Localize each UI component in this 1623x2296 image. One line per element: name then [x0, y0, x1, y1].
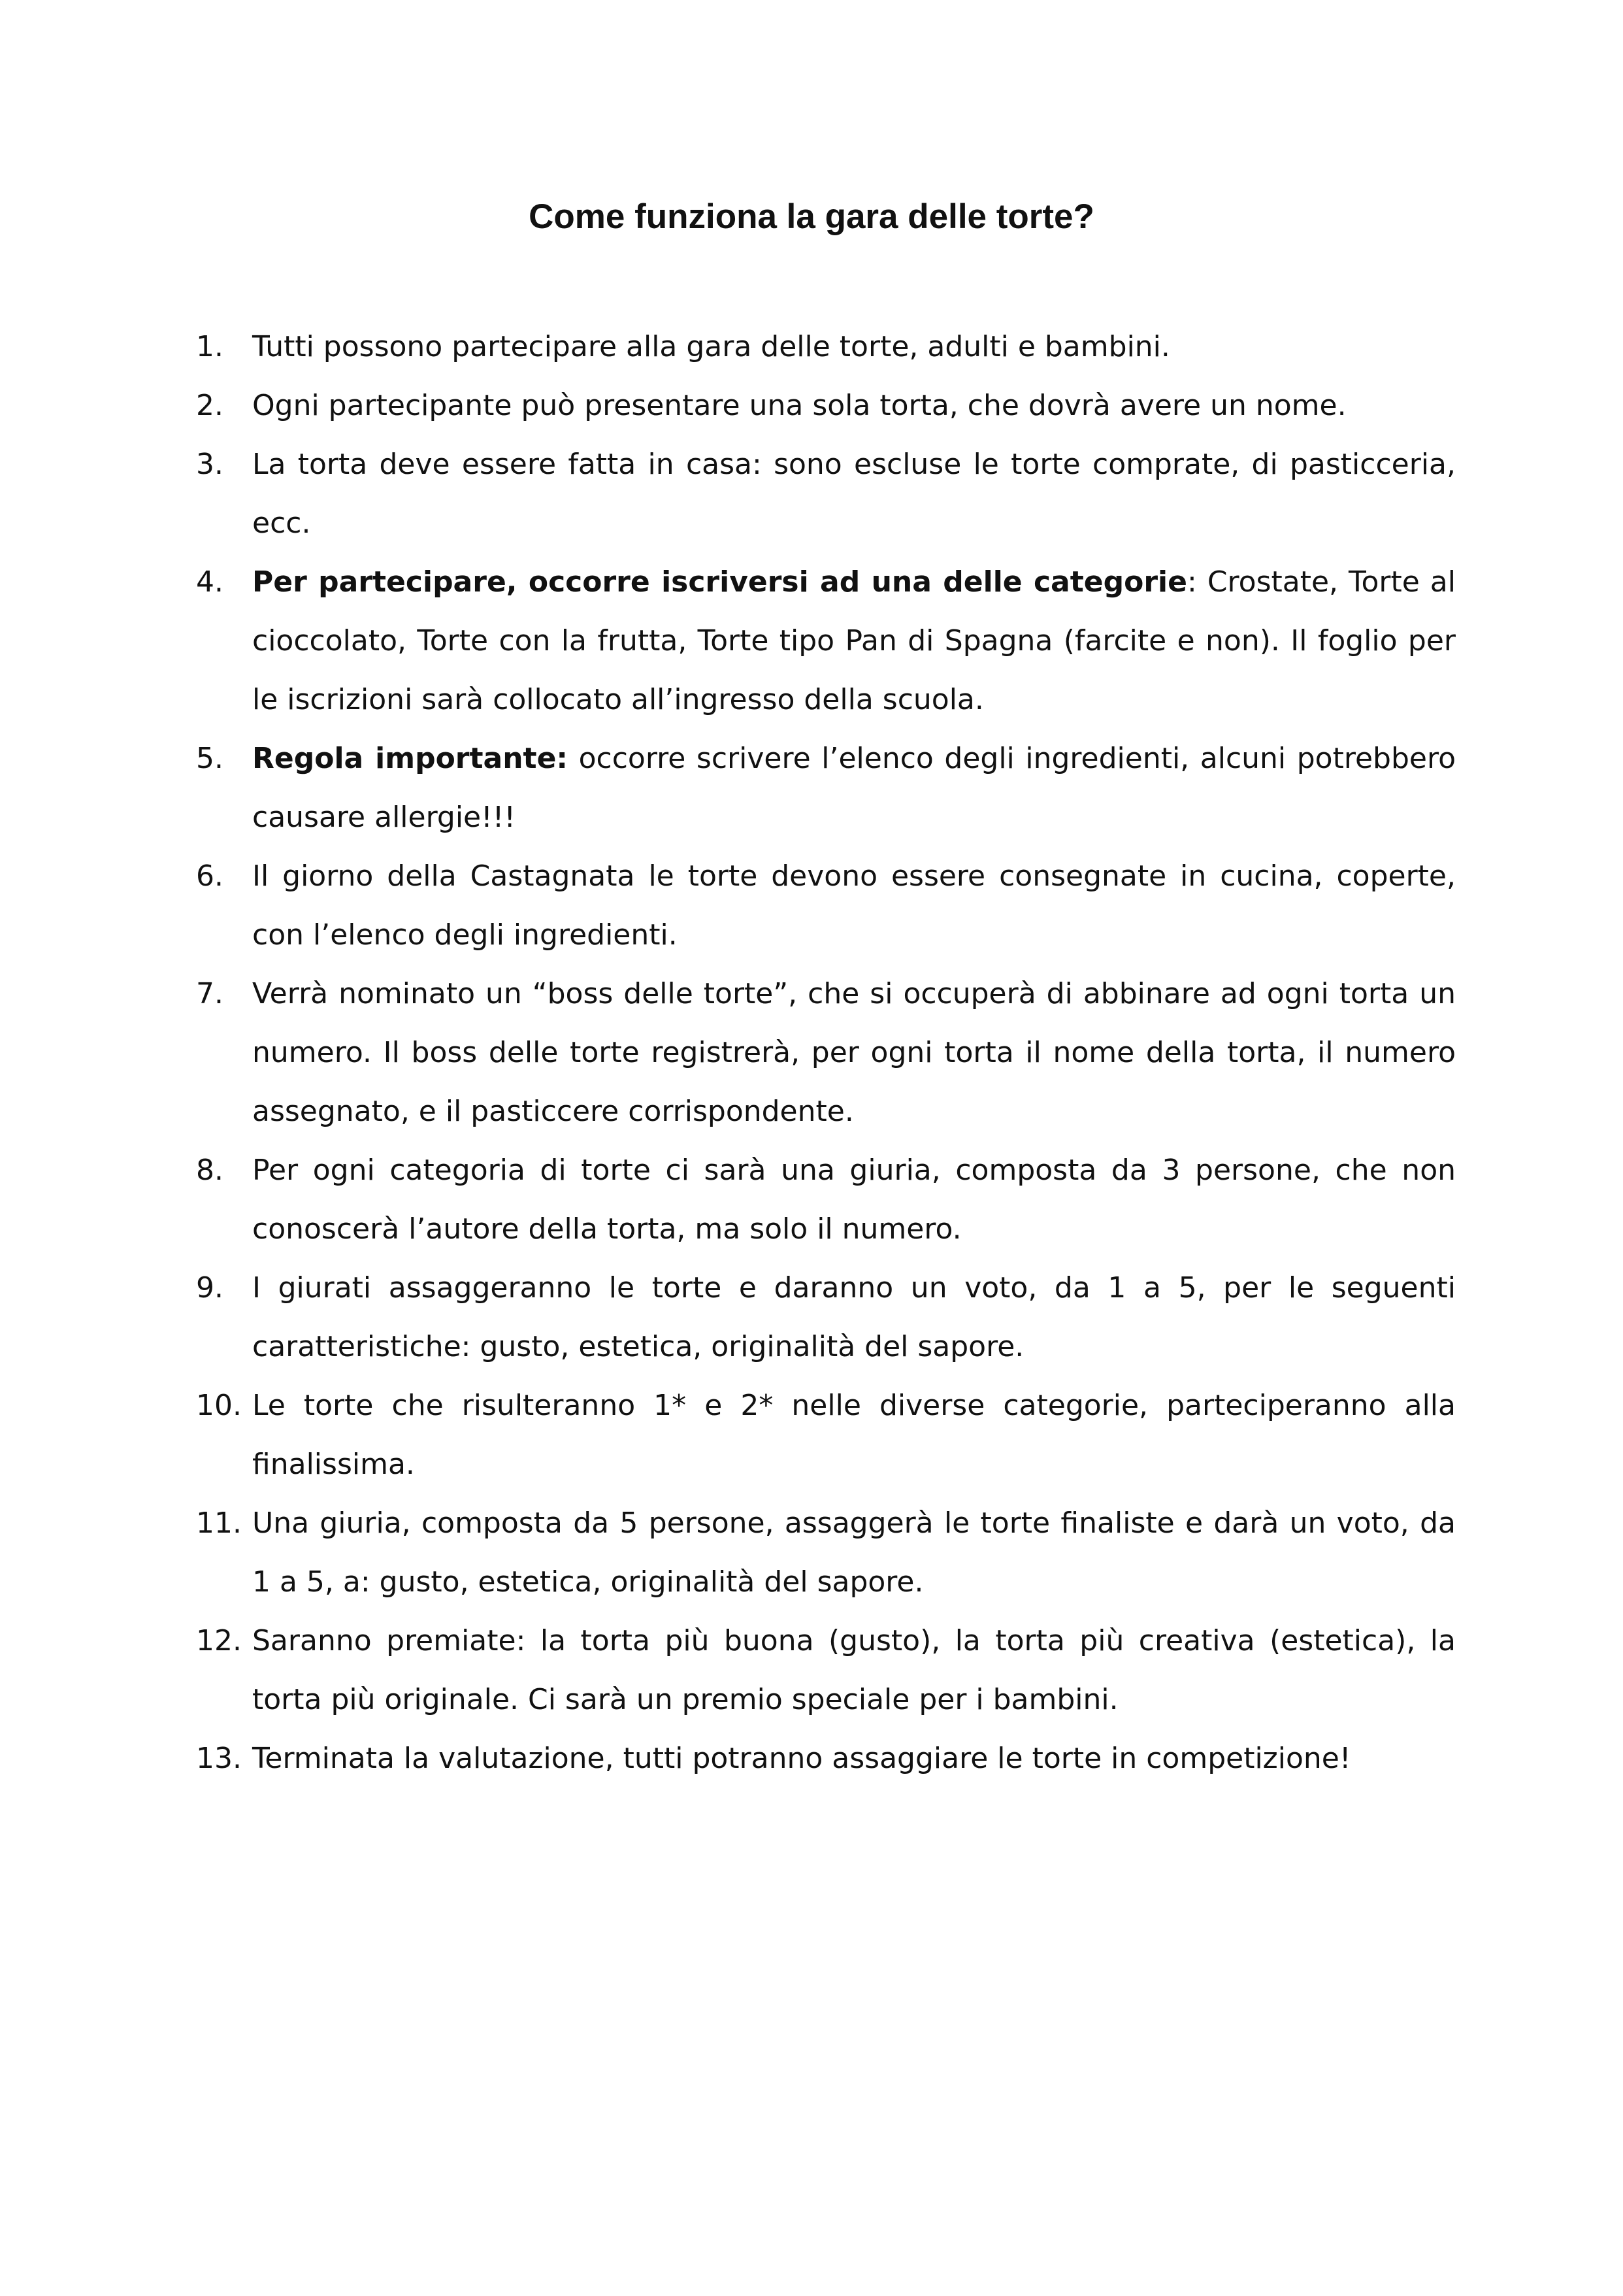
rule-text: Terminata la valutazione, tutti potranno assaggiare le torte in competizione! [252, 1742, 1351, 1775]
rule-text: Tutti possono partecipare alla gara delle torte, adulti e bambini. [252, 330, 1170, 363]
rule-item-12 [196, 1612, 1456, 1729]
document-title: Come funziona la gara delle torte? [529, 197, 1094, 236]
rule-text: Per ogni categoria di torte ci sarà una giuria, composta da 3 persone, che non conoscerà l’autore della torta, ma solo il numero. [252, 1154, 1456, 1246]
rule-text: Ogni partecipante può presentare una sola torta, che dovrà avere un nome. [252, 389, 1347, 422]
rule-item-2 [196, 376, 1456, 435]
rule-number: 7. [196, 977, 223, 1010]
rule-item-8 [196, 1141, 1456, 1259]
rule-number: 8. [196, 1154, 223, 1187]
rule-number: 13. [196, 1742, 242, 1775]
rule-number: 3. [196, 448, 223, 481]
rule-text: Verrà nominato un “boss delle torte”, che si occuperà di abbinare ad ogni torta un numero. Il boss delle torte registrerà, per ogni torta il nome della torta, il numero assegnato, e il pasticcere corrispondente. [252, 977, 1456, 1128]
rule-bold-text: Regola importante: [252, 742, 568, 775]
rule-number: 9. [196, 1271, 223, 1305]
rule-number: 11. [196, 1506, 242, 1540]
rule-text: Il giorno della Castagnata le torte devono essere consegnate in cucina, coperte, con l’elenco degli ingredienti. [252, 859, 1456, 952]
rule-item-3 [196, 435, 1456, 553]
rule-text: Una giuria, composta da 5 persone, assaggerà le torte finaliste e darà un voto, da 1 a 5, a: gusto, estetica, originalità del sapore. [252, 1506, 1456, 1599]
rule-text: Saranno premiate: la torta più buona (gusto), la torta più creativa (estetica), la torta più originale. Ci sarà un premio speciale per i bambini. [252, 1624, 1456, 1716]
rule-bold-text: Per partecipare, occorre iscriversi ad una delle categorie [252, 565, 1187, 599]
rule-number: 4. [196, 565, 223, 599]
rule-item-1 [196, 318, 1456, 376]
rule-number: 1. [196, 330, 223, 363]
rule-item-7 [196, 965, 1456, 1141]
rule-item-13 [196, 1729, 1456, 1788]
rule-text: occorre scrivere l’elenco degli ingredienti, alcuni potrebbero causare allergie!!! [252, 742, 1456, 834]
rule-item-6 [196, 847, 1456, 965]
rules-list [196, 318, 1456, 1788]
rule-number: 6. [196, 859, 223, 893]
rule-number: 10. [196, 1389, 242, 1422]
rule-number: 5. [196, 742, 223, 775]
rule-item-11 [196, 1494, 1456, 1612]
rule-number: 12. [196, 1624, 242, 1657]
rule-text: Le torte che risulteranno 1* e 2* nelle diverse categorie, parteciperanno alla finalissima. [252, 1389, 1456, 1481]
rule-item-9 [196, 1259, 1456, 1376]
rule-text: La torta deve essere fatta in casa: sono escluse le torte comprate, di pasticceria, ecc. [252, 448, 1456, 540]
rule-number: 2. [196, 389, 223, 422]
rule-item-10 [196, 1376, 1456, 1494]
rule-text: I giurati assaggeranno le torte e daranno un voto, da 1 a 5, per le seguenti caratteristiche: gusto, estetica, originalità del sapore. [252, 1271, 1456, 1363]
rule-text: : Crostate, Torte al cioccolato, Torte con la frutta, Torte tipo Pan di Spagna (farcite e non). Il foglio per le iscrizioni sarà collocato all’ingresso della scuola. [252, 565, 1456, 716]
rule-item-5 [196, 729, 1456, 847]
rule-item-4 [196, 553, 1456, 729]
